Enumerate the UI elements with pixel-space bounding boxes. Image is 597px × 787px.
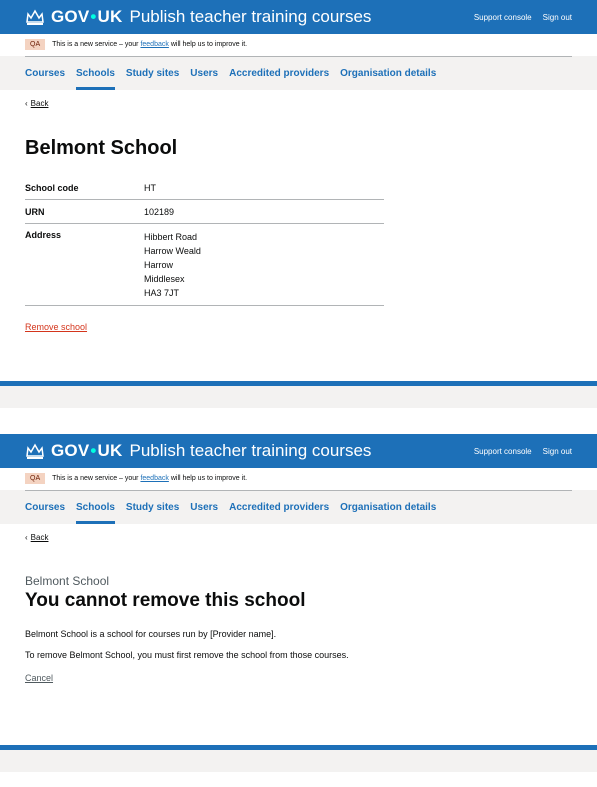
service-name[interactable]: Publish teacher training courses: [129, 7, 372, 26]
logo-uk: UK: [97, 441, 123, 460]
logo-text: GOV: [51, 441, 90, 460]
phase-tag: QA: [25, 39, 45, 50]
phase-text-before: This is a new service – your: [52, 41, 139, 48]
back-link-label: Back: [30, 533, 49, 542]
summary-value: 102189: [144, 207, 175, 217]
govuk-header: [0, 434, 597, 468]
primary-navigation: [0, 490, 597, 524]
footer: [0, 750, 597, 772]
back-link-label: Back: [30, 99, 49, 108]
feedback-link[interactable]: feedback: [140, 41, 169, 48]
page-title: You cannot remove this school: [25, 590, 306, 611]
phase-text-after: will help us to improve it.: [170, 41, 248, 48]
nav-schools[interactable]: Schools: [76, 490, 115, 524]
address-line: HA3 7JT: [144, 288, 180, 298]
summary-row-school-code: [25, 176, 384, 200]
support-console-link[interactable]: Support console: [473, 446, 532, 456]
govuk-header: [0, 0, 597, 34]
nav-accredited-providers[interactable]: Accredited providers: [229, 67, 330, 79]
nav-schools[interactable]: Schools: [76, 56, 115, 90]
body-paragraph: To remove Belmont School, you must first remove the school from those courses.: [25, 650, 349, 660]
nav-users[interactable]: Users: [190, 501, 219, 513]
crown-icon: [25, 442, 45, 460]
nav-courses[interactable]: Courses: [25, 67, 66, 79]
service-name[interactable]: Publish teacher training courses: [129, 441, 372, 460]
address-value: [144, 230, 201, 300]
summary-row-address: [25, 224, 384, 306]
footer: [0, 386, 597, 408]
support-console-link[interactable]: Support console: [473, 12, 532, 22]
crown-icon: [25, 8, 45, 26]
address-line: Harrow: [144, 260, 174, 270]
phase-banner: [0, 34, 597, 56]
chevron-left-icon: ‹: [25, 99, 28, 108]
header-links: [474, 13, 572, 22]
back-link[interactable]: [25, 533, 572, 542]
phase-text-before: This is a new service – your: [52, 475, 139, 482]
nav-study-sites[interactable]: Study sites: [125, 67, 180, 79]
primary-navigation: [0, 56, 597, 90]
logo-text: GOV: [51, 7, 90, 26]
back-link[interactable]: [25, 99, 572, 108]
remove-school-link[interactable]: Remove school: [25, 322, 88, 332]
feedback-link[interactable]: feedback: [140, 475, 169, 482]
cancel-link[interactable]: Cancel: [25, 673, 54, 683]
nav-study-sites[interactable]: Study sites: [125, 501, 180, 513]
summary-key: School code: [25, 183, 79, 193]
logo-dot: •: [90, 441, 97, 460]
logo-dot: •: [90, 7, 97, 26]
phase-tag: QA: [25, 473, 45, 484]
chevron-left-icon: ‹: [25, 533, 28, 542]
govuk-logo[interactable]: [25, 441, 123, 461]
summary-row-urn: [25, 200, 384, 224]
nav-accredited-providers[interactable]: Accredited providers: [229, 501, 330, 513]
address-line: Middlesex: [144, 274, 185, 284]
sign-out-link[interactable]: Sign out: [542, 446, 572, 456]
summary-list: [25, 176, 384, 306]
screen-cannot-remove: [0, 434, 597, 787]
logo-uk: UK: [97, 7, 123, 26]
summary-key: Address: [25, 230, 62, 240]
page-title: Belmont School: [25, 137, 178, 159]
header-links: [474, 447, 572, 456]
nav-courses[interactable]: Courses: [25, 501, 66, 513]
address-line: Hibbert Road: [144, 232, 198, 242]
address-line: Harrow Weald: [144, 246, 201, 256]
nav-users[interactable]: Users: [190, 67, 219, 79]
summary-key: URN: [25, 207, 45, 217]
phase-banner: [0, 468, 597, 490]
body-paragraph: Belmont School is a school for courses run by [Provider name].: [25, 629, 277, 639]
nav-organisation-details[interactable]: Organisation details: [340, 501, 437, 513]
summary-value: HT: [144, 183, 156, 193]
govuk-logo[interactable]: [25, 7, 123, 27]
nav-organisation-details[interactable]: Organisation details: [340, 67, 437, 79]
page-caption: Belmont School: [25, 574, 110, 588]
phase-text-after: will help us to improve it.: [170, 475, 248, 482]
sign-out-link[interactable]: Sign out: [542, 12, 572, 22]
